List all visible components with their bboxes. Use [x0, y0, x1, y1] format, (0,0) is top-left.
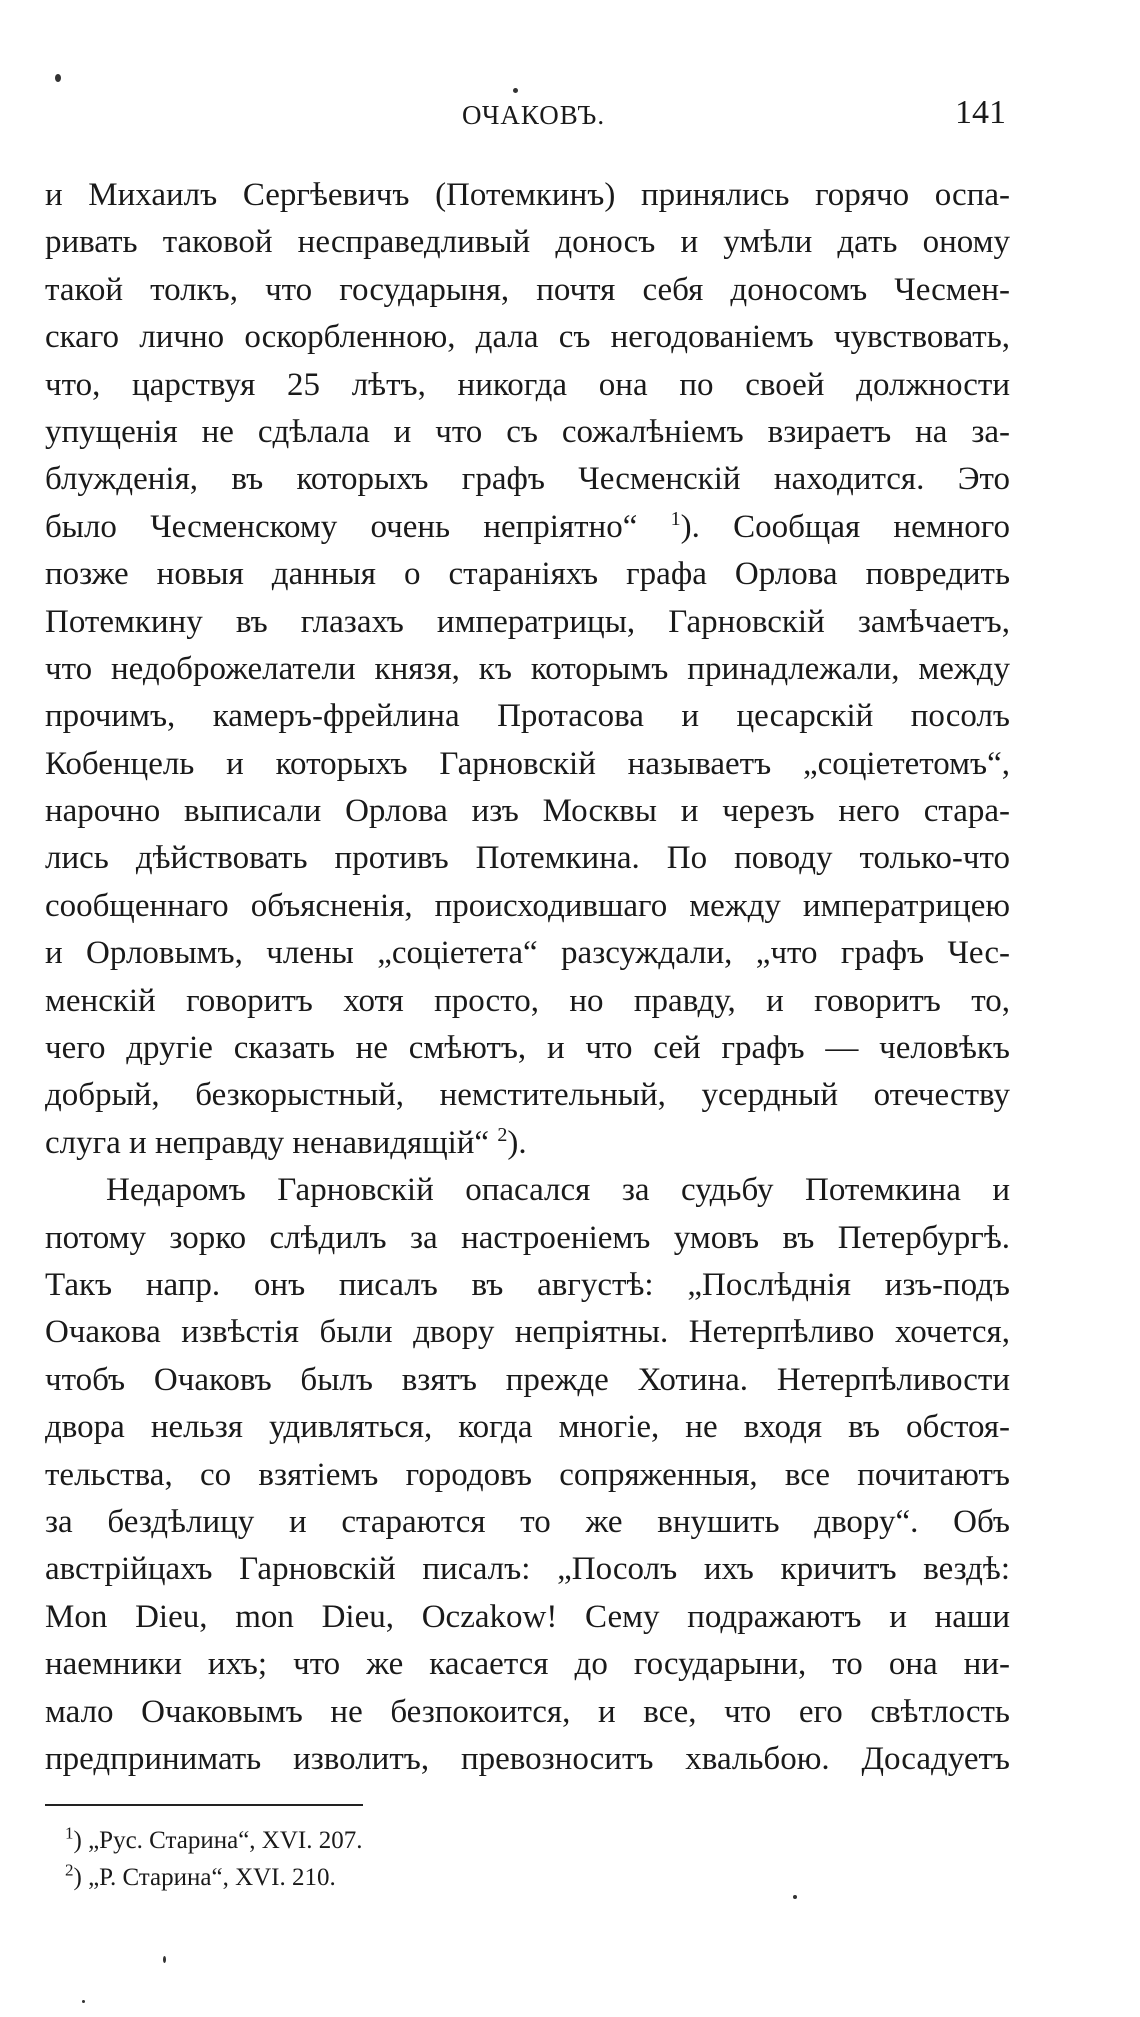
footnotes: [65, 1822, 665, 1896]
text-line: такой толкъ, что государыня, почтя себя доносомъ Чесмен-: [45, 271, 1010, 308]
footnote: [65, 1822, 665, 1859]
text-line: прочимъ, камеръ-фрейлина Протасова и цесарскій посолъ: [45, 698, 1010, 735]
text-line: лись дѣйствовать противъ Потемкина. По поводу только-что: [45, 840, 1010, 877]
text-line: скаго лично оскорбленною, дала съ негодованіемъ чувствовать,: [45, 319, 1010, 356]
text-line: чего другіе сказать не смѣютъ, и что сей графъ — человѣкъ: [45, 1030, 1010, 1067]
scan-speck: [793, 1895, 797, 1899]
text-line: за бездѣлицу и стараются то же внушить двору“. Объ: [45, 1503, 1010, 1540]
text-line: тельства, со взятіемъ городовъ сопряженныя, все почитаютъ: [45, 1456, 1010, 1493]
text-line: упущенія не сдѣлала и что съ сожалѣніемъ взираетъ на за-: [45, 413, 1010, 450]
text-line: наемники ихъ; что же касается до государыни, то она ни-: [45, 1646, 1010, 1683]
text-line: нарочно выписали Орлова изъ Москвы и черезъ него стара-: [45, 793, 1010, 830]
footnote-text: ) „Рус. Старина“, XVI. 207.: [73, 1827, 363, 1854]
text-line: [45, 1120, 1010, 1167]
scan-speck: [55, 74, 61, 82]
text-segment: ). Сообщая немного: [680, 508, 1010, 545]
text-line: двора нельзя удивляться, когда многіе, не входя въ обстоя-: [45, 1409, 1010, 1446]
footnote-mark: 1: [65, 1823, 74, 1843]
text-line: ривать таковой несправедливый доносъ и умѣли дать оному: [45, 224, 1010, 261]
text-line: Недаромъ Гарновскій опасался за судьбу Потемкина и: [106, 1172, 1010, 1209]
text-line: [45, 504, 1010, 551]
page-number: 141: [955, 94, 1006, 131]
text-line: Потемкину въ глазахъ императрицы, Гарновскій замѣчаетъ,: [45, 603, 1010, 640]
footnote-divider: [45, 1804, 363, 1806]
footnote-mark: 2: [65, 1860, 74, 1880]
running-header: ОЧАКОВЪ.: [462, 100, 606, 130]
text-line: сообщеннаго объясненія, происходившаго между императрицею: [45, 887, 1010, 924]
footnote-text: ) „Р. Старина“, XVI. 210.: [73, 1864, 336, 1891]
text-line: и Михаилъ Сергѣевичъ (Потемкинъ) принялись горячо оспа-: [45, 177, 1010, 213]
text-line: Mon Dieu, mon Dieu, Oczakow! Сему подражаютъ и наши: [45, 1598, 1010, 1635]
body-text: [45, 172, 1010, 1783]
text-line: блужденія, въ которыхъ графъ Чесменскій находится. Это: [45, 461, 1010, 498]
text-line: чтобъ Очаковъ былъ взятъ прежде Хотина. Нетерпѣливости: [45, 1361, 1010, 1398]
text-line: Очакова извѣстія были двору непріятны. Нетерпѣливо хочется,: [45, 1314, 1010, 1351]
text-line: австрійцахъ Гарновскій писалъ: „Посолъ ихъ кричитъ вездѣ:: [45, 1551, 1010, 1588]
text-segment: ).: [507, 1124, 527, 1161]
scan-speck: [82, 2000, 85, 2003]
footnote-ref: 2: [497, 1123, 508, 1146]
text-line: предпринимать изволитъ, превозноситъ хвальбою. Досадуетъ: [45, 1740, 1010, 1777]
text-segment: было Чесменскому очень непріятно“: [45, 508, 671, 545]
footnote-ref: 1: [670, 507, 681, 530]
footnote: [65, 1859, 665, 1896]
text-segment: слуга и неправду ненавидящій“: [45, 1124, 498, 1161]
text-line: менскій говоритъ хотя просто, но правду, и говоритъ то,: [45, 982, 1010, 1019]
text-line: добрый, безкорыстный, немстительный, усердный отечеству: [45, 1077, 1010, 1114]
scan-speck: [513, 88, 518, 93]
text-line: потому зорко слѣдилъ за настроеніемъ умовъ въ Петербургѣ.: [45, 1219, 1010, 1256]
scan-speck: [163, 1956, 166, 1963]
text-line: позже новыя данныя о стараніяхъ графа Орлова повредить: [45, 556, 1010, 593]
text-line: мало Очаковымъ не безпокоится, и все, что его свѣтлость: [45, 1693, 1010, 1730]
text-line: и Орловымъ, члены „соціетета“ разсуждали, „что графъ Чес-: [45, 935, 1010, 972]
text-line: Такъ напр. онъ писалъ въ августѣ: „Послѣднія изъ-подъ: [45, 1266, 1010, 1303]
text-line: что недоброжелатели князя, къ которымъ принадлежали, между: [45, 650, 1010, 687]
text-line: что, царствуя 25 лѣтъ, никогда она по своей должности: [45, 366, 1010, 403]
text-line: Кобенцель и которыхъ Гарновскій называетъ „соціететомъ“,: [45, 745, 1010, 782]
